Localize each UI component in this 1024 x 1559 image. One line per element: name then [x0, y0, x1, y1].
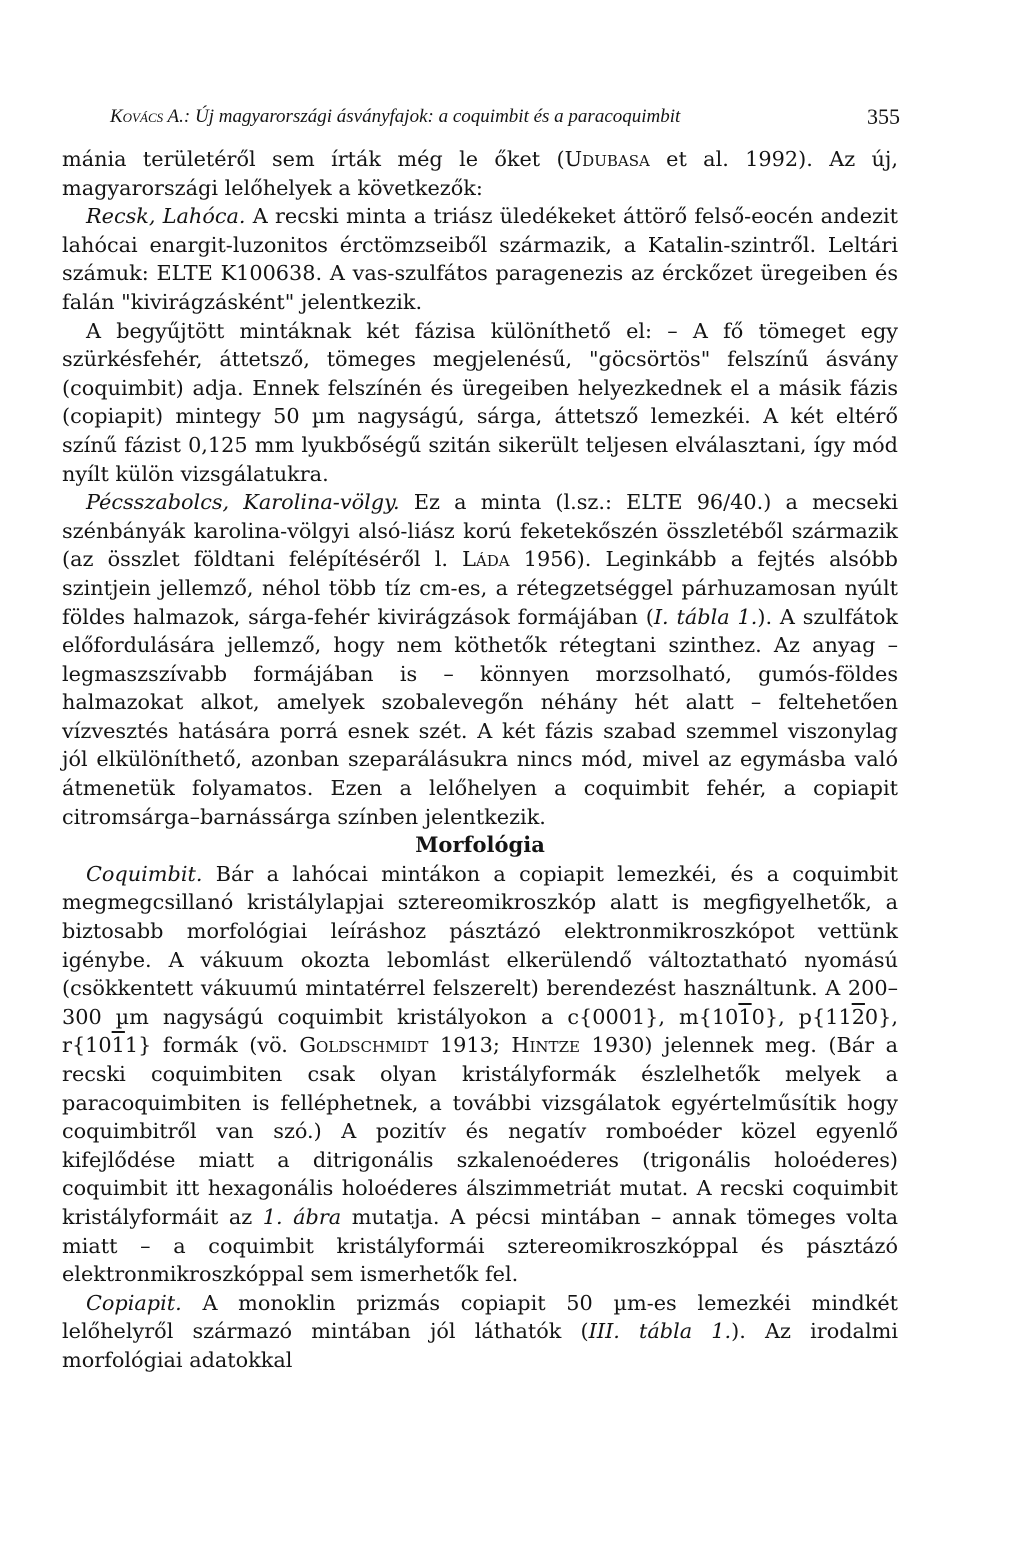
section-heading: Morfológia: [415, 832, 545, 858]
paragraph-recsk: Recsk, Lahóca. A recski minta a triász üledékeket áttörő felső-eocén andezit lahócai enargit-luzonitos érctömzseiből származik, a Katalin-szintről. Leltári számuk: ELTE K100638. A vas-szulfátos paragenezis az érckőzet üregeiben és falán "kivirágzásként" jelentkezik.: [62, 204, 898, 314]
body-text: [62, 145, 898, 1375]
citation: Hintze: [511, 1033, 580, 1058]
page-number: 355: [867, 104, 900, 129]
paragraph-copiapit: Copiapit. A monoklin prizmás copiapit 50 µm-es lemezkéi mindkét lelőhelyről származó mintában jól láthatók (III. tábla 1.). Az irodalmi morfológiai adatokkal: [62, 1290, 898, 1372]
figure-reference: 1. ábra: [262, 1204, 342, 1229]
mineral-term: Coquimbit.: [86, 861, 203, 886]
paragraph-1: mánia területéről sem írták még le őket (Udubasa et al. 1992). Az új, magyarországi lelőhelyek a következők:: [62, 147, 898, 200]
citation: Láda: [462, 547, 510, 572]
header-author: Kovács A.:: [110, 106, 191, 127]
figure-reference: I. tábla 1.: [653, 604, 758, 629]
paragraph-phases: A begyűjtött mintáknak két fázisa különíthető el: – A fő tömeget egy szürkésfehér, áttetsző, tömeges megjelenésű, "göcsörtös" felszínű ásvány (coquimbit) adja. Ennek felszínén és üregeiben helyezkednek el a másik fázis (copiapit) mintegy 50 µm nagyságú, sárga, áttetsző lemezkéi. A két eltérő színű fázist 0,125 mm lyukbőségű szitán sikerült teljesen elválasztani, így mód nyílt külön vizsgálatukra.: [62, 318, 898, 486]
locality-name: Recsk, Lahóca.: [86, 204, 246, 229]
citation: Udubasa: [564, 147, 650, 171]
locality-name: Pécsszabolcs, Karolina-völgy.: [86, 490, 400, 515]
paragraph-coquimbit: Coquimbit. Bár a lahócai mintákon a copiapit lemezkéi, és a coquimbit megmegcsillanó kristálylapjai sztereomikroszkóp alatt is megfigyelhetők, a biztosabb morfológiai leíráshoz pásztázó elektronmikroszkópot vettünk igénybe. A vákuum okozta lebomlást elkerülendő változtatható nyomású (csökkentett vákuumú mintatérrel felszerelt) berendezést használtunk. A 200–300 µm nagyságú coquimbit kristályokon a c{0001}, m{1010}, p{1120}, r{1011} formák (vö. Goldschmidt 1913; Hintze 1930) jelennek meg. (Bár a recski coquimbiten csak olyan kristályformák észlelhetők melyek a paracoquimbiten is felléphetnek, a további vizsgálatok egyértelműsítik hogy coquimbitről van szó.) A pozitív és negatív romboéder közel egyenlő kifejlődése miatt a ditrigonális szkalenoéderes (trigonális holoéderes) coquimbit itt hexagonális holoéderes álszimmetriát mutat. A recski coquimbit kristályformáit az 1. ábra mutatja. A pécsi mintában – annak tömeges volta miatt – a coquimbit kristályformái sztereomikroszkóppal és pásztázó elektronmikroszkóppal sem ismerhetők fel.: [62, 861, 899, 1287]
mineral-term: Copiapit.: [86, 1290, 182, 1315]
running-header: [110, 100, 900, 134]
figure-reference: III. tábla 1.: [588, 1319, 732, 1344]
header-title: Új magyarországi ásványfajok: a coquimbit és a paracoquimbit: [194, 106, 681, 127]
citation: Goldschmidt: [299, 1033, 429, 1058]
paragraph-pecsszabolcs: Pécsszabolcs, Karolina-völgy. Ez a minta (l.sz.: ELTE 96/40.) a mecseki szénbányák karolina-völgyi alsó-liász korú feketekőszén összletéből származik (az összlet földtani felépítéséről l. Láda 1956). Leginkább a fejtés alsóbb szintjein jellemző, néhol több tíz cm-es, a rétegzetséggel párhuzamosan nyúlt földes halmazok, sárga-fehér kivirágzások formájában (I. tábla 1.). A szulfátok előfordulására jellemző, hogy nem köthetők rétegtani szinthez. Az anyag – legmaszszívabb formájában is – könnyen morzsolható, gumós-földes halmazokat alkot, amelyek szobalevegőn néhány hét alatt – feltehetően vízvesztés hatására porrá esnek szét. A két fázis szabad szemmel viszonylag jól elkülöníthető, azonban szeparálásukra nincs mód, mivel az egymásba való átmenetük folyamatos. Ezen a lelőhelyen a coquimbit fehér, a copiapit citromsárga–barnássárga színben jelentkezik.: [62, 490, 899, 829]
